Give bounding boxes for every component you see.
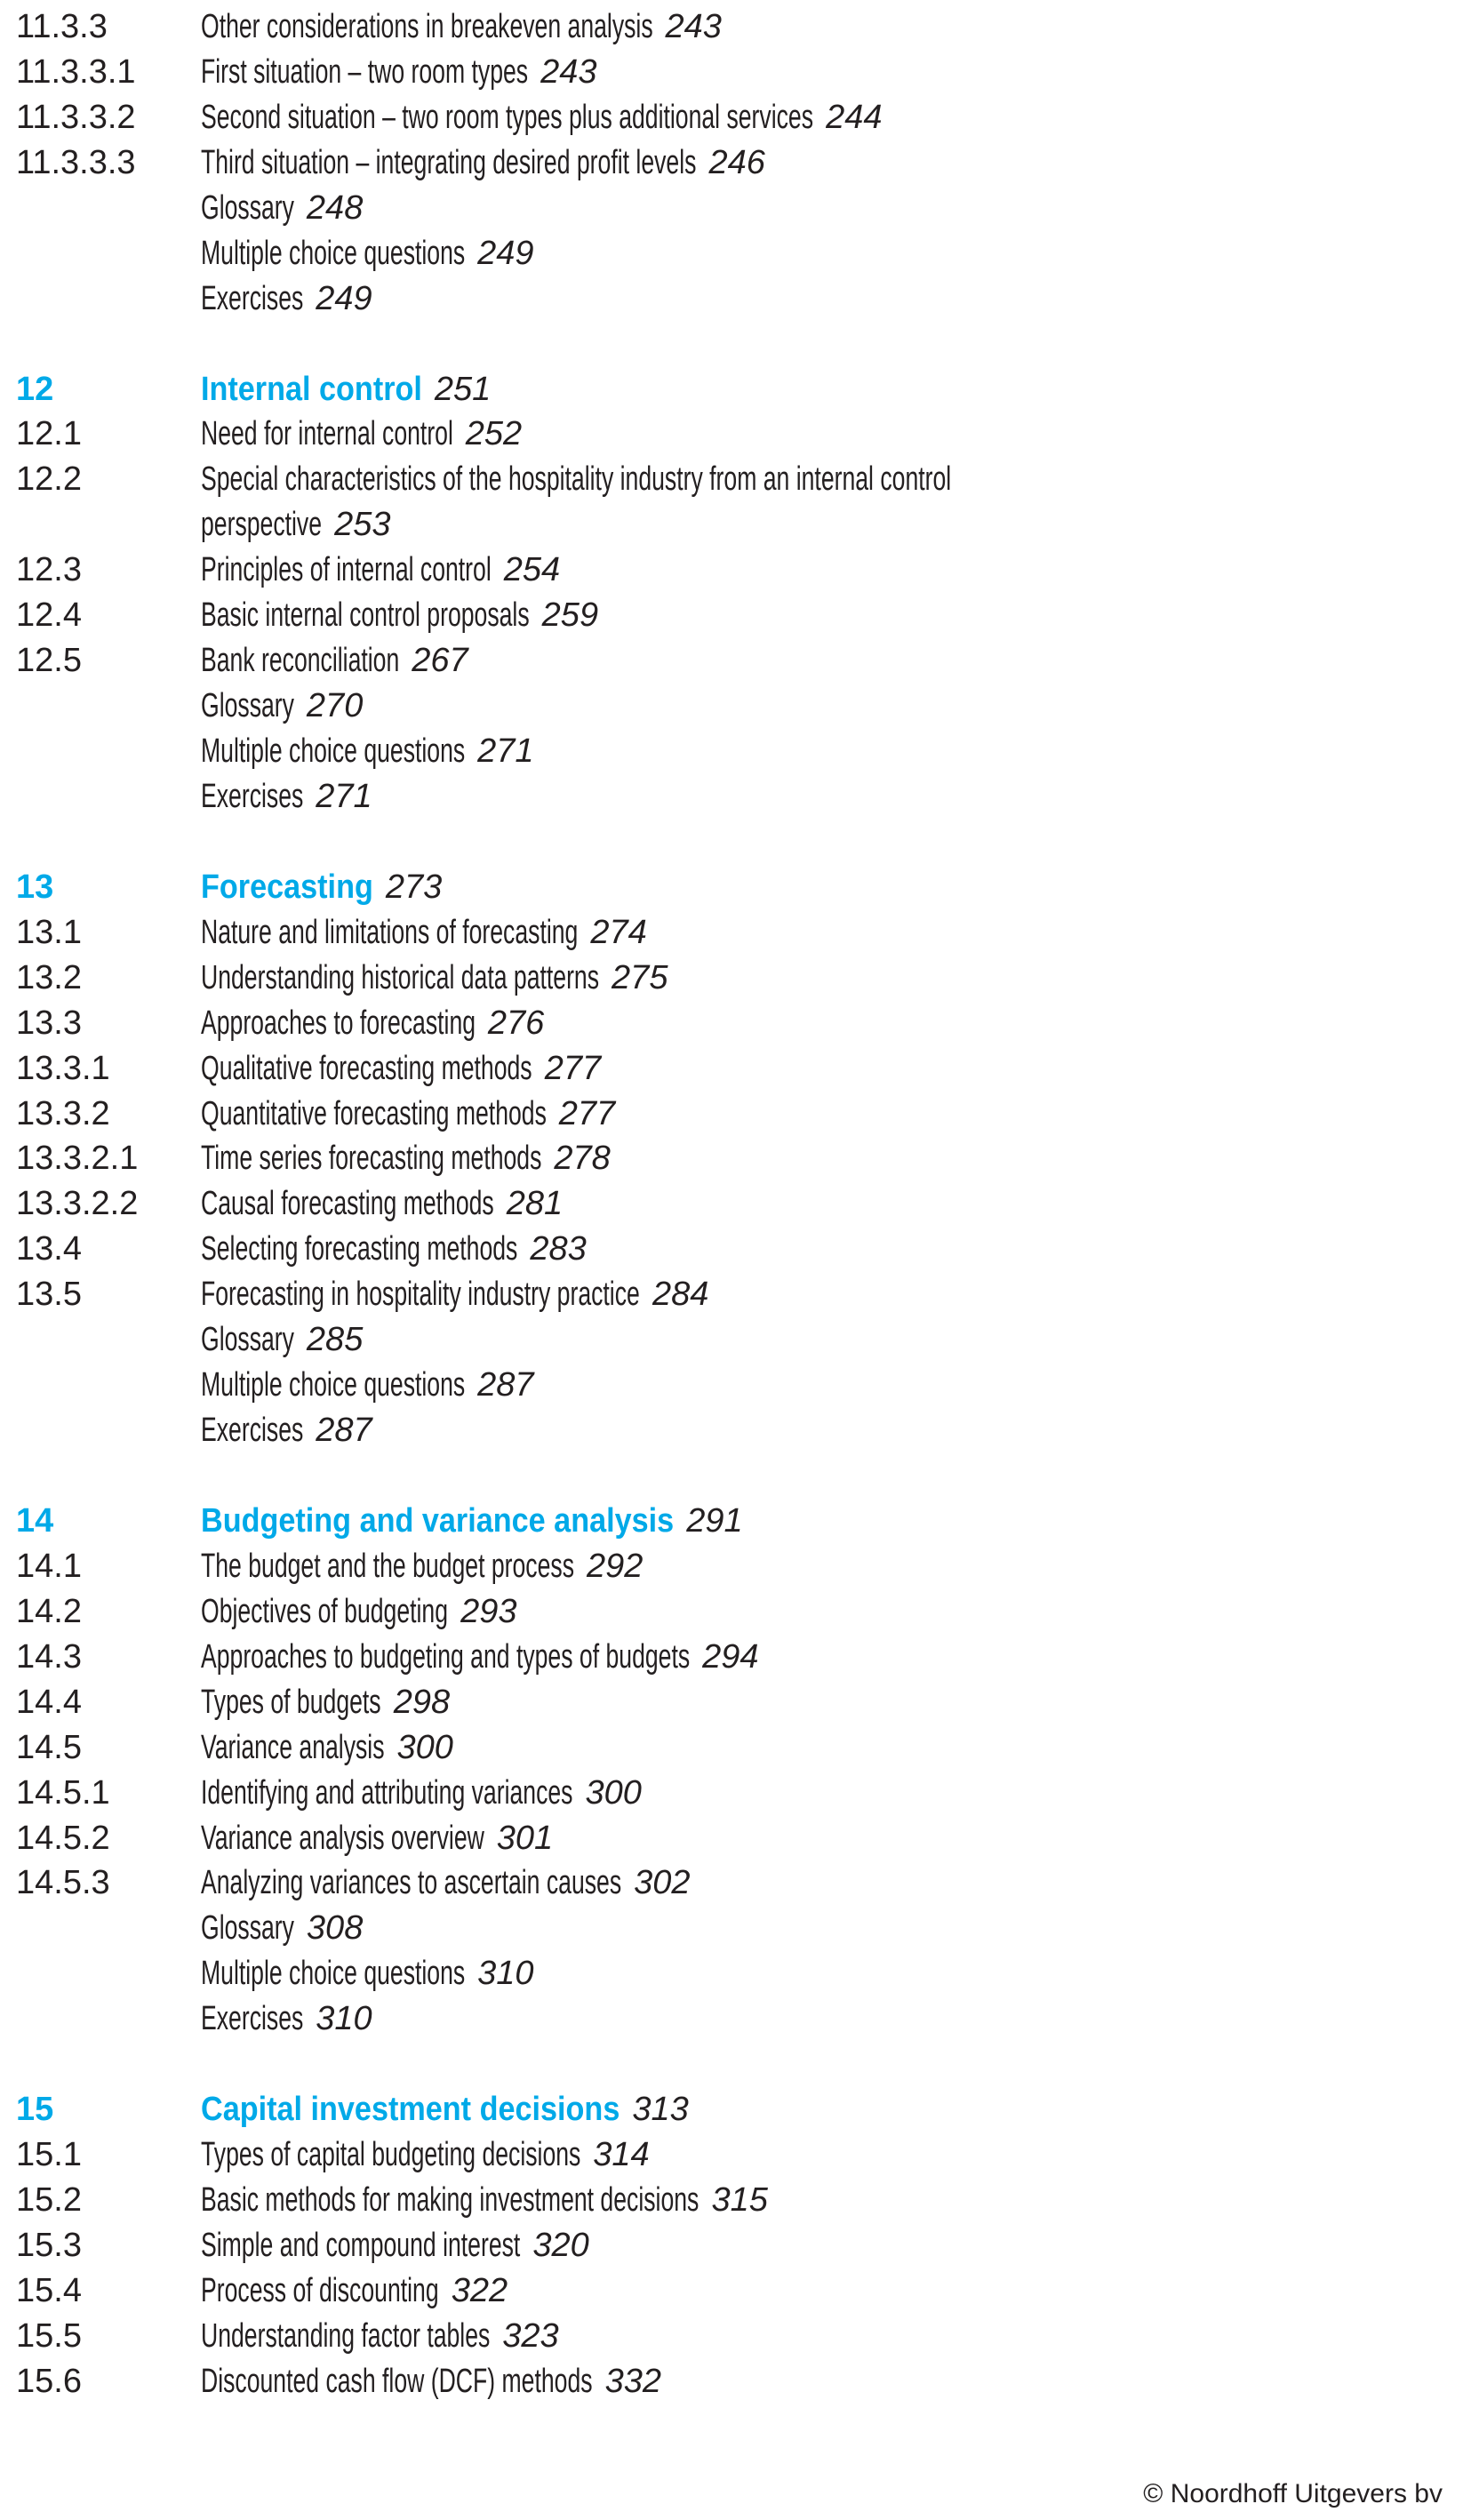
page-number: 300 <box>585 1773 642 1812</box>
section-title: Multiple choice questions <box>201 1955 466 1993</box>
section-number: 14.3 <box>16 1637 82 1676</box>
entry-text <box>201 140 765 186</box>
section-title: Multiple choice questions <box>201 732 466 770</box>
toc-entry[interactable] <box>0 1725 1463 1771</box>
entry-text <box>201 367 491 412</box>
entry-text <box>201 638 468 684</box>
entry-text <box>201 457 963 502</box>
section-title: Qualitative forecasting methods <box>201 1049 532 1087</box>
entry-text <box>201 50 596 95</box>
entry-text <box>201 1046 601 1092</box>
section-number: 13.3.1 <box>16 1049 110 1087</box>
section-number: 14.2 <box>16 1592 82 1630</box>
page-number: 270 <box>306 687 364 725</box>
chapter-title: Budgeting and variance analysis <box>201 1501 675 1540</box>
section-number: 11.3.3.1 <box>16 52 136 91</box>
copyright-notice: © Noordhoff Uitgevers bv <box>1143 2479 1443 2508</box>
chapter-number: 14 <box>16 1501 54 1540</box>
entry-text <box>201 2314 559 2359</box>
page-number: 310 <box>316 2000 372 2038</box>
chapter-title: Internal control <box>201 370 422 408</box>
entry-text <box>201 593 598 638</box>
section-number: 14.1 <box>16 1547 82 1585</box>
toc-entry[interactable] <box>0 1046 1463 1092</box>
page-number: 293 <box>460 1592 517 1630</box>
chapter-title: Capital investment decisions <box>201 2091 620 2129</box>
page-number: 271 <box>477 732 534 770</box>
entry-text <box>201 1001 544 1046</box>
section-title: Third situation – integrating desired profit levels <box>201 143 697 181</box>
section-title: Basic methods for making investment decisions <box>201 2181 700 2219</box>
toc-entry[interactable] <box>0 1906 1463 1951</box>
section-number: 12.5 <box>16 642 82 680</box>
section-title: Identifying and attributing variances <box>201 1773 573 1812</box>
entry-text <box>201 865 442 910</box>
section-title: Discounted cash flow (DCF) methods <box>201 2362 593 2400</box>
toc-entry[interactable] <box>0 1680 1463 1725</box>
section-title: Second situation – two room types plus additional services <box>201 98 814 136</box>
page-number: 287 <box>477 1366 534 1404</box>
section-number: 14.5.2 <box>16 1819 110 1857</box>
entry-text <box>201 1181 563 1227</box>
entry-text <box>201 1996 372 2042</box>
entry-text <box>201 1906 363 1951</box>
section-title: Causal forecasting methods <box>201 1185 494 1223</box>
entry-text <box>201 1136 611 1181</box>
page-number: 313 <box>632 2091 689 2129</box>
section-title: Types of budgets <box>201 1683 381 1721</box>
section-title: Process of discounting <box>201 2271 439 2309</box>
toc-entry[interactable] <box>0 593 1463 638</box>
entry-text <box>201 186 363 231</box>
page-number: 281 <box>506 1185 564 1223</box>
toc-entry[interactable] <box>0 1136 1463 1181</box>
entry-text <box>201 231 533 276</box>
section-title: Quantitative forecasting methods <box>201 1094 547 1132</box>
toc-entry[interactable] <box>0 1363 1463 1408</box>
entry-text <box>201 1092 615 1137</box>
entry-text <box>201 2178 768 2223</box>
section-number: 13.5 <box>16 1276 82 1314</box>
chapter-number: 15 <box>16 2091 54 2129</box>
page-number: 249 <box>477 234 534 272</box>
toc-entry[interactable] <box>0 1589 1463 1635</box>
toc-entry[interactable] <box>0 910 1463 956</box>
section-title: Objectives of budgeting <box>201 1592 449 1630</box>
page-number: 300 <box>396 1728 453 1766</box>
toc-entry[interactable] <box>0 956 1463 1001</box>
entry-text <box>201 2359 661 2404</box>
section-number: 15.3 <box>16 2226 82 2264</box>
page-number: 274 <box>590 913 647 951</box>
entry-text <box>201 1227 587 1272</box>
page-number: 277 <box>544 1049 602 1087</box>
section-title: Glossary <box>201 687 294 725</box>
section-title: Basic internal control proposals <box>201 596 530 635</box>
toc-entry[interactable] <box>0 1860 1463 1906</box>
toc-entry[interactable] <box>0 1996 1463 2042</box>
entry-text <box>201 2132 650 2178</box>
toc-entry[interactable] <box>0 2268 1463 2314</box>
toc-chapter-heading[interactable] <box>0 2087 1463 2132</box>
entry-text <box>201 95 883 140</box>
toc-entry[interactable] <box>0 276 1463 322</box>
section-spacer <box>0 2042 1463 2087</box>
section-number: 13.3.2.1 <box>16 1140 139 1178</box>
toc-entry[interactable] <box>0 1408 1463 1453</box>
entry-text <box>201 729 533 774</box>
toc-entry[interactable] <box>0 729 1463 774</box>
toc-entry[interactable] <box>0 2359 1463 2404</box>
section-number: 15.2 <box>16 2181 82 2219</box>
toc-entry[interactable] <box>0 1544 1463 1589</box>
toc-entry[interactable] <box>0 1951 1463 1996</box>
toc-entry[interactable] <box>0 4 1463 50</box>
toc-entry[interactable] <box>0 548 1463 593</box>
page-number: 246 <box>708 143 765 181</box>
section-title: Nature and limitations of forecasting <box>201 913 579 951</box>
section-title: Understanding historical data patterns <box>201 958 600 996</box>
page-number: 249 <box>316 279 372 317</box>
page-number: 294 <box>702 1637 759 1676</box>
section-number: 12.3 <box>16 551 82 589</box>
page-number: 314 <box>593 2136 650 2174</box>
section-number: 13.3.2 <box>16 1094 110 1132</box>
page-number: 273 <box>385 868 443 906</box>
section-spacer <box>0 820 1463 865</box>
section-number: 13.2 <box>16 958 82 996</box>
toc-entry[interactable] <box>0 2223 1463 2268</box>
page-number: 292 <box>587 1547 644 1585</box>
section-number: 13.1 <box>16 913 82 951</box>
page-number: 332 <box>604 2362 662 2400</box>
entry-text <box>201 4 722 50</box>
entry-text <box>201 684 363 729</box>
page-number: 308 <box>306 1909 364 1948</box>
section-title: First situation – two room types <box>201 52 529 91</box>
entry-text <box>201 1635 759 1680</box>
section-number: 14.5 <box>16 1728 82 1766</box>
section-title: Glossary <box>201 1321 294 1359</box>
toc-entry[interactable] <box>0 638 1463 684</box>
toc-entry[interactable] <box>0 1816 1463 1861</box>
toc-entry[interactable] <box>0 1092 1463 1137</box>
page-number: 248 <box>306 188 364 227</box>
section-title: Bank reconciliation <box>201 642 400 680</box>
chapter-title: Forecasting <box>201 868 373 906</box>
toc-entry[interactable] <box>0 1635 1463 1680</box>
section-spacer <box>0 322 1463 367</box>
section-number: 11.3.3.2 <box>16 98 136 136</box>
page-number: 310 <box>477 1955 534 1993</box>
page-number: 291 <box>686 1501 743 1540</box>
page-number: 278 <box>554 1140 611 1178</box>
section-number: 13.3.2.2 <box>16 1185 139 1223</box>
toc-entry[interactable] <box>0 140 1463 186</box>
section-title: Exercises <box>201 2000 304 2038</box>
section-number: 11.3.3.3 <box>16 143 136 181</box>
section-title: Exercises <box>201 1412 304 1450</box>
section-title: Glossary <box>201 188 294 227</box>
section-title: Analyzing variances to ascertain causes <box>201 1864 622 1902</box>
section-title: Multiple choice questions <box>201 1366 466 1404</box>
entry-text <box>201 774 372 820</box>
entry-text <box>201 1544 643 1589</box>
page-number: 252 <box>465 415 523 453</box>
section-title: perspective <box>201 506 323 544</box>
section-title: Simple and compound interest <box>201 2226 521 2264</box>
section-number: 12.1 <box>16 415 82 453</box>
entry-text <box>201 1589 516 1635</box>
section-title: Forecasting in hospitality industry practice <box>201 1276 640 1314</box>
toc-entry[interactable] <box>0 1227 1463 1272</box>
toc-entry[interactable] <box>0 412 1463 457</box>
section-title: Glossary <box>201 1909 294 1948</box>
section-number: 15.5 <box>16 2316 82 2355</box>
entry-text <box>201 1363 533 1408</box>
section-title: Approaches to budgeting and types of budgets <box>201 1637 691 1676</box>
toc-entry[interactable] <box>0 1771 1463 1816</box>
toc-entry[interactable] <box>0 684 1463 729</box>
page-number: 251 <box>434 370 492 408</box>
page-number: 283 <box>530 1230 587 1268</box>
page-number: 243 <box>540 52 597 91</box>
toc-chapter-heading[interactable] <box>0 1499 1463 1544</box>
section-title: Exercises <box>201 777 304 815</box>
entry-text <box>201 1860 691 1906</box>
section-title: Need for internal control <box>201 415 453 453</box>
toc-entry[interactable] <box>0 2132 1463 2178</box>
toc-entry[interactable] <box>0 774 1463 820</box>
page-number: 276 <box>487 1004 545 1042</box>
section-title: Principles of internal control <box>201 551 492 589</box>
page-number: 315 <box>711 2181 768 2219</box>
section-title: Exercises <box>201 279 304 317</box>
toc-entry[interactable] <box>0 1272 1463 1317</box>
section-spacer <box>0 1453 1463 1499</box>
section-number: 13.3 <box>16 1004 82 1042</box>
page-number: 267 <box>412 642 468 680</box>
entry-text <box>201 1816 553 1861</box>
page-number: 275 <box>612 958 668 996</box>
page-number: 298 <box>393 1683 451 1721</box>
chapter-number: 13 <box>16 868 54 906</box>
section-title: Approaches to forecasting <box>201 1004 476 1042</box>
section-number: 14.4 <box>16 1683 82 1721</box>
entry-text <box>201 910 647 956</box>
section-title: Other considerations in breakeven analysis <box>201 8 653 45</box>
section-title: Variance analysis <box>201 1728 385 1766</box>
entry-text <box>201 1771 642 1816</box>
section-number: 12.4 <box>16 596 82 635</box>
page-number: 320 <box>532 2226 589 2264</box>
page-number: 244 <box>826 98 883 136</box>
toc-entry[interactable] <box>0 1001 1463 1046</box>
page-number: 253 <box>334 506 391 544</box>
section-number: 15.6 <box>16 2362 82 2400</box>
toc-entry[interactable] <box>0 457 1463 502</box>
entry-text <box>201 502 391 548</box>
entry-text <box>201 412 522 457</box>
chapter-number: 12 <box>16 370 54 408</box>
page-number: 285 <box>306 1321 364 1359</box>
entry-text <box>201 1680 450 1725</box>
entry-text <box>201 1408 372 1453</box>
page-number: 284 <box>652 1276 709 1314</box>
page-number: 323 <box>502 2316 559 2355</box>
section-title: Types of capital budgeting decisions <box>201 2136 581 2174</box>
toc-entry[interactable] <box>0 1181 1463 1227</box>
section-title: Multiple choice questions <box>201 234 466 272</box>
toc-chapter-heading[interactable] <box>0 367 1463 412</box>
toc-chapter-heading[interactable] <box>0 865 1463 910</box>
section-number: 15.4 <box>16 2271 82 2309</box>
toc-entry[interactable] <box>0 186 1463 231</box>
page-number: 271 <box>316 777 372 815</box>
entry-text <box>201 276 372 322</box>
entry-text <box>201 1951 533 1996</box>
page-number: 243 <box>665 8 722 45</box>
toc-entry[interactable] <box>0 502 1463 548</box>
section-number: 13.4 <box>16 1230 82 1268</box>
entry-text <box>201 956 668 1001</box>
entry-text <box>201 1317 363 1363</box>
entry-text <box>201 2268 508 2314</box>
page-number: 302 <box>634 1864 691 1902</box>
section-title: Understanding factor tables <box>201 2316 491 2355</box>
page-number: 254 <box>503 551 561 589</box>
entry-text <box>201 1725 453 1771</box>
page-number: 277 <box>558 1094 616 1132</box>
entry-text <box>201 2223 589 2268</box>
section-title: The budget and the budget process <box>201 1547 575 1585</box>
toc-entry[interactable] <box>0 1317 1463 1363</box>
section-title: Selecting forecasting methods <box>201 1230 518 1268</box>
toc-entry[interactable] <box>0 2314 1463 2359</box>
toc-entry[interactable] <box>0 95 1463 140</box>
entry-text <box>201 1499 743 1544</box>
page-number: 287 <box>316 1412 372 1450</box>
toc-entry[interactable] <box>0 231 1463 276</box>
entry-text <box>201 548 560 593</box>
page-number: 322 <box>451 2271 508 2309</box>
section-title: Time series forecasting methods <box>201 1140 542 1178</box>
toc-entry[interactable] <box>0 2178 1463 2223</box>
entry-text <box>201 1272 708 1317</box>
entry-text <box>201 2087 689 2132</box>
page-number: 301 <box>496 1819 554 1857</box>
section-number: 14.5.3 <box>16 1864 110 1902</box>
section-number: 14.5.1 <box>16 1773 110 1812</box>
page-number: 259 <box>541 596 599 635</box>
section-number: 12.2 <box>16 460 82 499</box>
section-title: Special characteristics of the hospitality industry from an internal control <box>201 460 952 499</box>
section-title: Variance analysis overview <box>201 1819 484 1857</box>
table-of-contents <box>0 4 1463 2404</box>
toc-entry[interactable] <box>0 50 1463 95</box>
section-number: 15.1 <box>16 2136 82 2174</box>
section-number: 11.3.3 <box>16 8 108 45</box>
